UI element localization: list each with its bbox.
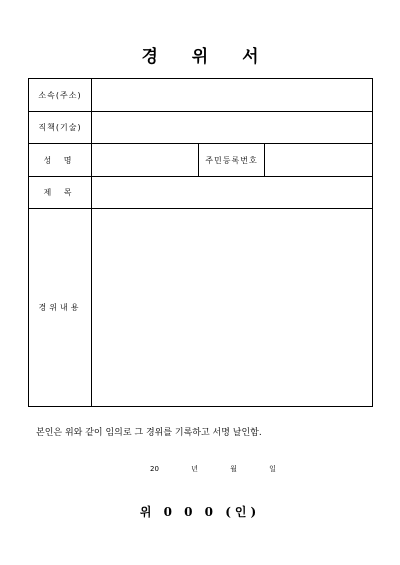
details-field[interactable] [92, 209, 373, 407]
date-month-unit: 월 [230, 465, 237, 473]
name-row [29, 144, 373, 177]
subject-row [29, 177, 373, 209]
name-label: 성 명 [29, 144, 92, 177]
declaration-text: 본인은 위와 같이 임의로 그 경위를 기록하고 서명 날인함. [36, 428, 262, 438]
resident-number-field[interactable] [265, 144, 373, 177]
name-field[interactable] [92, 144, 199, 177]
statement-form-table [28, 78, 373, 407]
position-label: 직책(기술) [29, 112, 92, 144]
affiliation-row [29, 79, 373, 112]
details-label: 경위내용 [29, 209, 92, 407]
resident-number-label: 주민등록번호 [199, 144, 265, 177]
date-year-unit: 년 [191, 465, 198, 473]
position-field[interactable] [92, 112, 373, 144]
affiliation-field[interactable] [92, 79, 373, 112]
subject-label: 제 목 [29, 177, 92, 209]
details-row [29, 209, 373, 407]
position-row [29, 112, 373, 144]
affiliation-label: 소속(주소) [29, 79, 92, 112]
date-line [150, 464, 294, 474]
date-day-unit: 일 [269, 465, 276, 473]
document-title: 경 위 서 [141, 47, 273, 67]
signature-line: 위 0 0 0 (인) [139, 505, 261, 519]
date-year: 20 [150, 465, 159, 473]
subject-field[interactable] [92, 177, 373, 209]
